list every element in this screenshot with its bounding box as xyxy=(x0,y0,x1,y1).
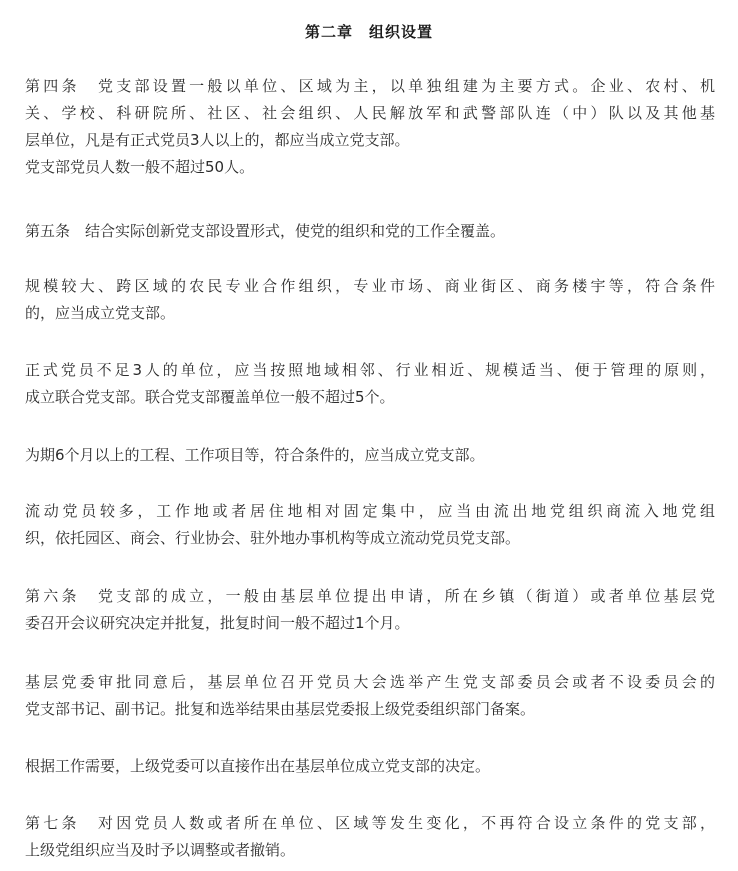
paragraph-line: 成立联合党支部。联合党支部覆盖单位一般不超过5个。 xyxy=(25,388,395,406)
chapter-title: 第二章 组织设置 xyxy=(304,23,433,41)
paragraph-line: 第六条 党支部的成立，一般由基层单位提出申请，所在乡镇（街道）或者单位基层党 xyxy=(25,587,715,605)
paragraph-election xyxy=(25,669,715,723)
paragraph-large-organizations xyxy=(25,273,715,327)
article-4-paragraph xyxy=(25,73,715,181)
paragraph-line: 的，应当成立党支部。 xyxy=(25,304,176,322)
article-6-paragraph xyxy=(25,583,715,637)
paragraph-line: 第四条 党支部设置一般以单位、区域为主，以单独组建为主要方式。企业、农村、机 xyxy=(25,77,715,95)
paragraph-line: 党支部党员人数一般不超过50人。 xyxy=(25,158,255,176)
paragraph-line: 织，依托园区、商会、行业协会、驻外地办事机构等成立流动党员党支部。 xyxy=(25,529,521,547)
paragraph-project-branch xyxy=(25,442,715,469)
paragraph-line: 正式党员不足3人的单位，应当按照地域相邻、行业相近、规模适当、便于管理的原则， xyxy=(25,361,715,379)
paragraph-line: 上级党组织应当及时予以调整或者撤销。 xyxy=(25,841,296,859)
paragraph-line: 关、学校、科研院所、社区、社会组织、人民解放军和武警部队连（中）队以及其他基 xyxy=(25,104,715,122)
paragraph-direct-decision xyxy=(25,753,715,780)
paragraph-line: 委召开会议研究决定并批复，批复时间一般不超过1个月。 xyxy=(25,614,410,632)
paragraph-line: 第七条 对因党员人数或者所在单位、区域等发生变化，不再符合设立条件的党支部， xyxy=(25,814,715,832)
paragraph-mobile-members xyxy=(25,498,715,552)
article-7-paragraph xyxy=(25,810,715,864)
paragraph-joint-branch xyxy=(25,357,715,411)
paragraph-line: 第五条 结合实际创新党支部设置形式，使党的组织和党的工作全覆盖。 xyxy=(25,222,506,240)
paragraph-line: 层单位，凡是有正式党员3人以上的，都应当成立党支部。 xyxy=(25,131,410,149)
paragraph-line: 规模较大、跨区域的农民专业合作组织，专业市场、商业街区、商务楼宇等，符合条件 xyxy=(25,277,715,295)
paragraph-line: 党支部书记、副书记。批复和选举结果由基层党委报上级党委组织部门备案。 xyxy=(25,700,536,718)
article-5-paragraph xyxy=(25,218,715,245)
paragraph-line: 基层党委审批同意后，基层单位召开党员大会选举产生党支部委员会或者不设委员会的 xyxy=(25,673,715,691)
paragraph-line: 为期6个月以上的工程、工作项目等，符合条件的，应当成立党支部。 xyxy=(25,446,485,464)
paragraph-line: 根据工作需要，上级党委可以直接作出在基层单位成立党支部的决定。 xyxy=(25,757,491,775)
paragraph-line: 流动党员较多，工作地或者居住地相对固定集中，应当由流出地党组织商流入地党组 xyxy=(25,502,715,520)
